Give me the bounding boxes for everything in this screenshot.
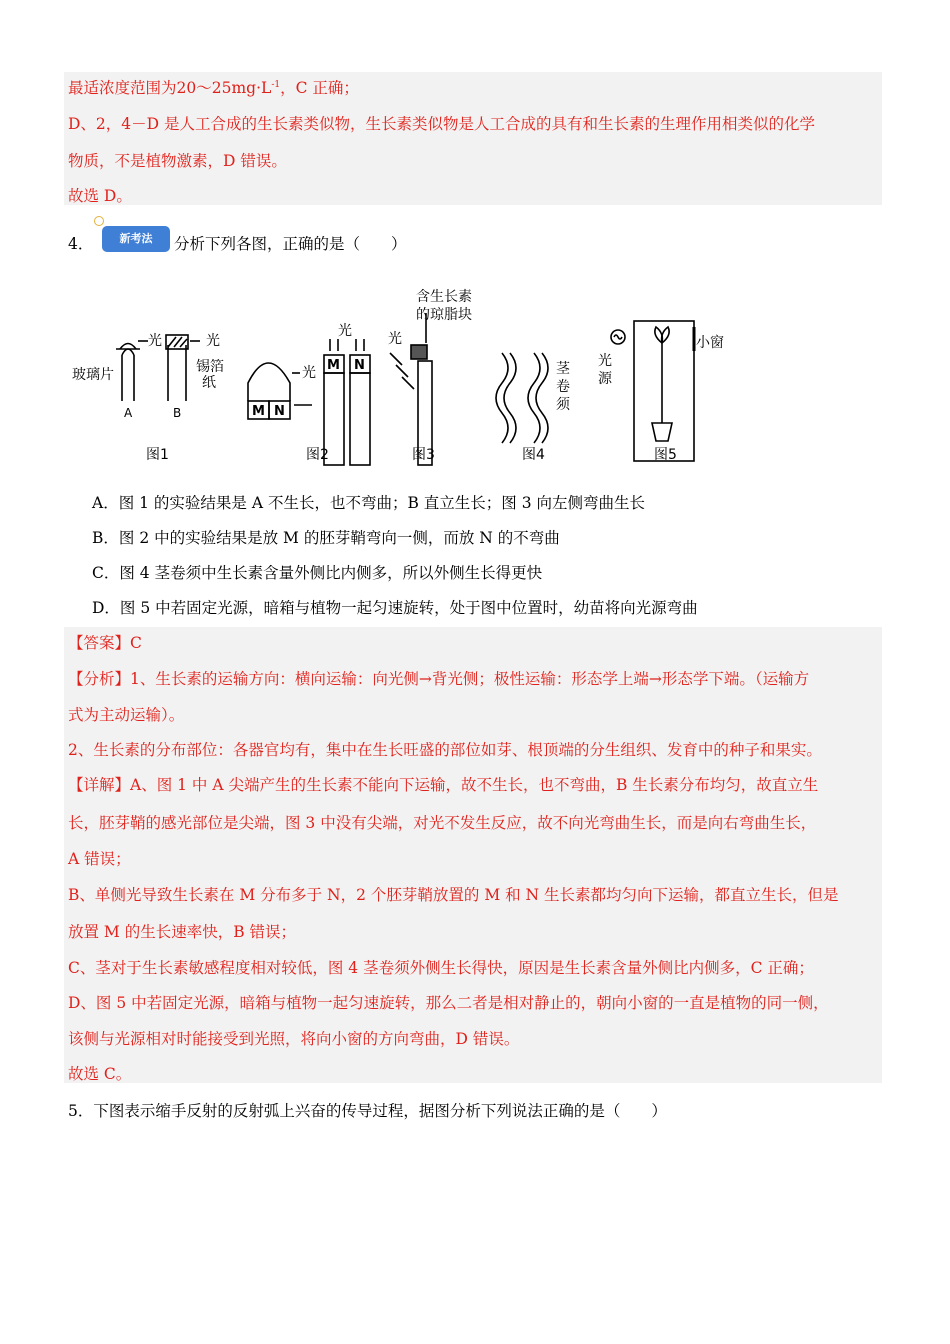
fig3-agar-block: [411, 345, 427, 359]
fig1-foil-label: 锡箔: [196, 359, 224, 375]
fig4-caption: 图4: [522, 447, 545, 463]
option-a: A．图 1 的实验结果是 A 不生长，也不弯曲；B 直立生长；图 3 向左侧弯曲生长: [92, 494, 645, 512]
detail-line-3: A 错误；: [68, 850, 131, 868]
fig2-caption: 图2: [306, 447, 329, 463]
fig1-tube-b: [166, 335, 188, 401]
detail-line-6: C、茎对于生长素敏感程度相对较低，图 4 茎卷须外侧生长得快，原因是生长素含量外侧比内侧多，C 正确；: [68, 959, 814, 977]
fig1-a-label: A: [124, 406, 133, 420]
detail-line-4: B、单侧光导致生长素在 M 分布多于 N，2 个胚芽鞘放置的 M 和 N 生长素都均匀向下运输，都直立生长，但是: [68, 886, 839, 904]
fig1-b-label: B: [173, 406, 182, 420]
detail-line-8: 该侧与光源相对时能接受到光照，将向小窗的方向弯曲，D 错误。: [68, 1030, 520, 1048]
fig5-window-label: 小窗: [696, 335, 724, 351]
fig5-caption: 图5: [654, 447, 677, 463]
analysis-line-1: 【分析】1、生长素的运输方向：横向运输：向光侧→背光侧；极性运输：形态学上端→形态学下端。（运输方: [68, 670, 810, 688]
fig1-glass-label: 玻璃片: [72, 367, 114, 383]
question-4-number: 4．: [68, 235, 94, 253]
new-exam-badge: 新考法: [102, 226, 170, 252]
fig1-tube-a: [116, 344, 140, 402]
fig2-top-arrows: [330, 339, 364, 351]
detail-line-1: 【详解】A、图 1 中 A 尖端产生的生长素不能向下运输，故不生长，也不弯曲，B 生长素分布均匀，故直立生: [68, 776, 819, 794]
prev-explanation-conclusion: 故选 D。: [68, 187, 132, 205]
question-5-stem: 5．下图表示缩手反射的反射弧上兴奋的传导过程，据图分析下列说法正确的是（ ）: [68, 1102, 667, 1120]
option-b: B．图 2 中的实验结果是放 M 的胚芽鞘弯向一侧，而放 N 的不弯曲: [92, 529, 560, 547]
option-c: C．图 4 茎卷须中生长素含量外侧比内侧多，所以外侧生长得更快: [92, 564, 543, 582]
answer-line: 【答案】C: [68, 634, 142, 652]
fig1-light-label: 光: [148, 333, 162, 349]
fig1-foil-label-2: 纸: [202, 375, 216, 391]
fig3-label-2: 的琼脂块: [416, 307, 472, 323]
fig2-n-block-b: N: [354, 358, 365, 373]
fig4-tendrils: [496, 353, 548, 443]
answer-explanation-block: [64, 627, 882, 1083]
fig3-caption: 图3: [412, 447, 435, 463]
answer-conclusion: 故选 C。: [68, 1065, 132, 1083]
analysis-line-3: 2、生长素的分布部位：各器官均有，集中在生长旺盛的部位如芽、根顶端的分生组织、发育中的种子和果实。: [68, 741, 822, 759]
fig2-m-block-a: M: [252, 404, 265, 419]
fig5-source-label-1: 光: [598, 353, 612, 369]
fig1-light-label-2: 光: [206, 333, 220, 349]
fig4-label-1: 茎: [556, 361, 570, 377]
fig5-plant: [652, 327, 672, 441]
fig3-label-1: 含生长素: [416, 289, 472, 305]
fig5-source-label-2: 源: [598, 371, 612, 387]
prev-explanation-line-1: 最适浓度范围为$20\sim 25mg\cdot L^{-1}$，C 正确；: [68, 79, 359, 97]
detail-line-2: 长，胚芽鞘的感光部位是尖端，图 3 中没有尖端，对光不发生反应，故不向光弯曲生长，而是向右弯曲生长，: [68, 814, 817, 832]
fig2-light-side-label: 光: [302, 365, 316, 381]
question-4-stem: 分析下列各图，正确的是（ ）: [174, 235, 407, 253]
fig3-coleoptile: [418, 313, 432, 465]
detail-line-5: 放置 M 的生长速率快，B 错误；: [68, 923, 297, 941]
question-4-figure: [68, 283, 748, 473]
analysis-line-2: 式为主动运输）。: [68, 706, 185, 724]
fig1-caption: 图1: [146, 447, 169, 463]
option-d: D．图 5 中若固定光源，暗箱与植物一起匀速旋转，处于图中位置时，幼苗将向光源弯曲: [92, 599, 698, 617]
fig4-label-3: 须: [556, 397, 570, 413]
detail-line-7: D、图 5 中若固定光源，暗箱与植物一起匀速旋转，那么二者是相对静止的，朝向小窗的一直是植物的同一侧，: [68, 994, 829, 1012]
fig2-m-block-b: M: [327, 358, 340, 373]
fig2-n-block-a: N: [274, 404, 285, 419]
fig3-light-label: 光: [388, 331, 402, 347]
fig4-label-2: 卷: [556, 379, 570, 395]
fig2-light-top-label: 光: [338, 323, 352, 339]
prev-explanation-line-2: D、2，4－D 是人工合成的生长素类似物，生长素类似物是人工合成的具有和生长素的生理作用相类似的化学: [68, 115, 816, 133]
prev-explanation-line-3: 物质，不是植物激素，D 错误。: [68, 152, 287, 170]
badge-dot-icon: [94, 216, 104, 226]
